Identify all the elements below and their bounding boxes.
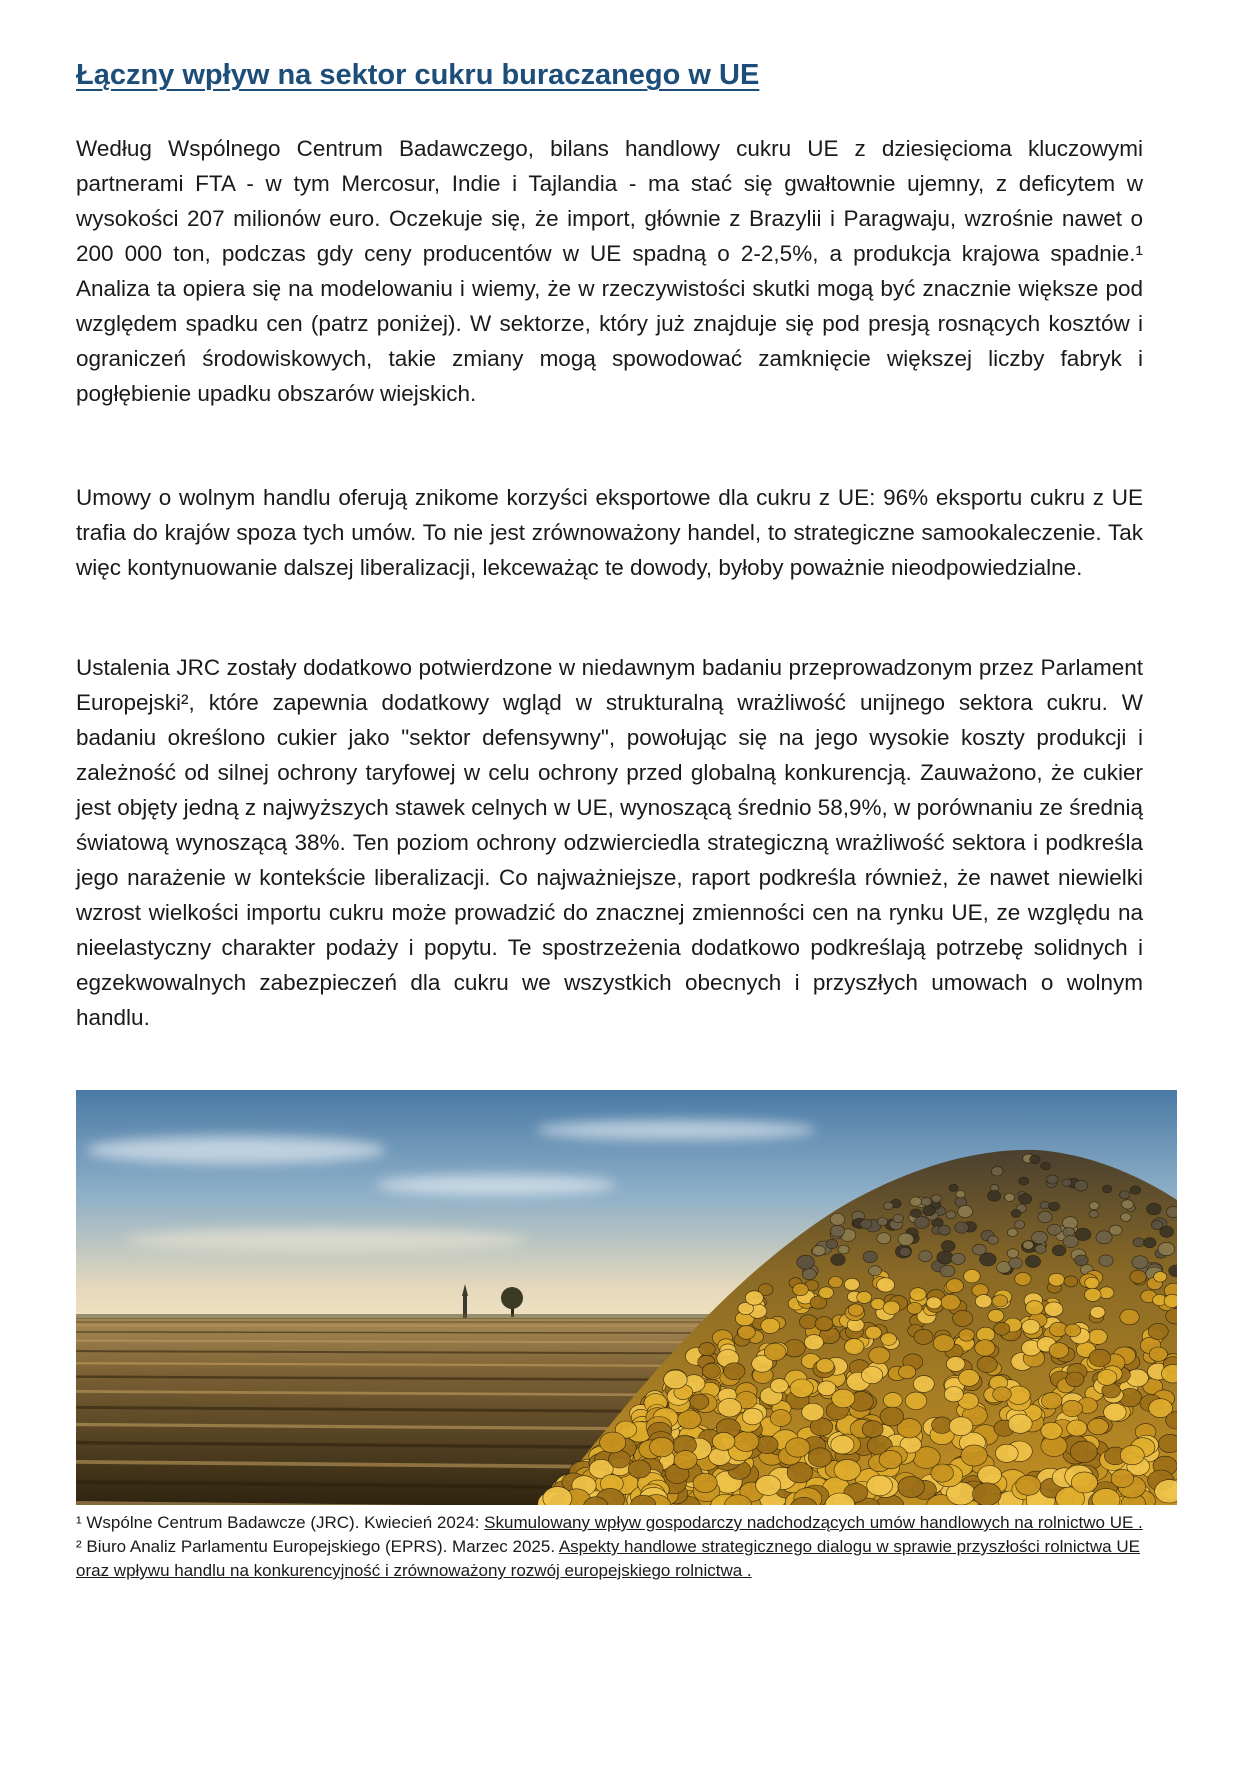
paragraph-2: Umowy o wolnym handlu oferują znikome korzyści eksportowe dla cukru z UE: 96% eksportu cukru z UE trafia do krajów spoza tych umów. To nie jest zrównoważony handel, to strategiczne samookaleczenie. Tak więc kontynuowanie dalszej liberalizacji, lekceważąc te dowody, byłoby poważnie nieodpowiedzialne. [76,485,1143,580]
footnote-1-link[interactable]: Skumulowany wpływ gospodarczy nadchodzących umów handlowych na rolnictwo UE . [484,1513,1143,1532]
footnote-2-link[interactable]: Aspekty handlowe strategicznego dialogu w sprawie przyszłości rolnictwa UE oraz wpływu handlu na konkurencyjność i zrównoważony rozwój europejskiego rolnictwa . [76,1537,1140,1580]
footnote-1-source: ¹ Wspólne Centrum Badawcze (JRC). Kwiecień 2024: [76,1513,485,1532]
footnote-2 [76,1535,1143,1583]
paragraph-1-block [76,131,1143,411]
footnote-1 [76,1511,1143,1535]
paragraph-3-block [76,650,1143,1035]
paragraph-2-block [76,480,1143,585]
page-title: Łączny wpływ na sektor cukru buraczanego w UE [76,59,760,91]
footnotes [76,1511,1143,1583]
sugar-beet-pile-photo [76,1090,1177,1505]
footnote-2-source: ² Biuro Analiz Parlamentu Europejskiego (EPRS). Marzec 2025. [76,1537,559,1556]
paragraph-3: Ustalenia JRC zostały dodatkowo potwierdzone w niedawnym badaniu przeprowadzonym przez Parlament Europejski², które zapewnia dodatkowy wgląd w strukturalną wrażliwość unijnego sektora cukru. W badaniu określono cukier jako "sektor defensywny", powołując się na jego wysokie koszty produkcji i zależność od silnej ochrony taryfowej w celu ochrony przed globalną konkurencją. Zauważono, że cukier jest objęty jedną z najwyższych stawek celnych w UE, wynoszącą średnio 58,9%, w porównaniu ze średnią światową wynoszącą 38%. Ten poziom ochrony odzwierciedla strategiczną wrażliwość sektora i podkreśla jego narażenie w kontekście liberalizacji. Co najważniejsze, raport podkreśla również, że nawet niewielki wzrost wielkości importu cukru może prowadzić do znacznej zmienności cen na rynku UE, ze względu na nieelastyczny charakter podaży i popytu. Te spostrzeżenia dodatkowo podkreślają potrzebę solidnych i egzekwowalnych zabezpieczeń dla cukru we wszystkich obecnych i przyszłych umowach o wolnym handlu. [76,655,1143,1030]
paragraph-1: Według Wspólnego Centrum Badawczego, bilans handlowy cukru UE z dziesięcioma kluczowymi partnerami FTA - w tym Mercosur, Indie i Tajlandia - ma stać się gwałtownie ujemny, z deficytem w wysokości 207 milionów euro. Oczekuje się, że import, głównie z Brazylii i Paragwaju, wzrośnie nawet o 200 000 ton, podczas gdy ceny producentów w UE spadną o 2-2,5%, a produkcja krajowa spadnie.¹ Analiza ta opiera się na modelowaniu i wiemy, że w rzeczywistości skutki mogą być znacznie większe pod względem spadku cen (patrz poniżej). W sektorze, który już znajduje się pod presją rosnących kosztów i ograniczeń środowiskowych, takie zmiany mogą spowodować zamknięcie większej liczby fabryk i pogłębienie upadku obszarów wiejskich. [76,136,1143,406]
